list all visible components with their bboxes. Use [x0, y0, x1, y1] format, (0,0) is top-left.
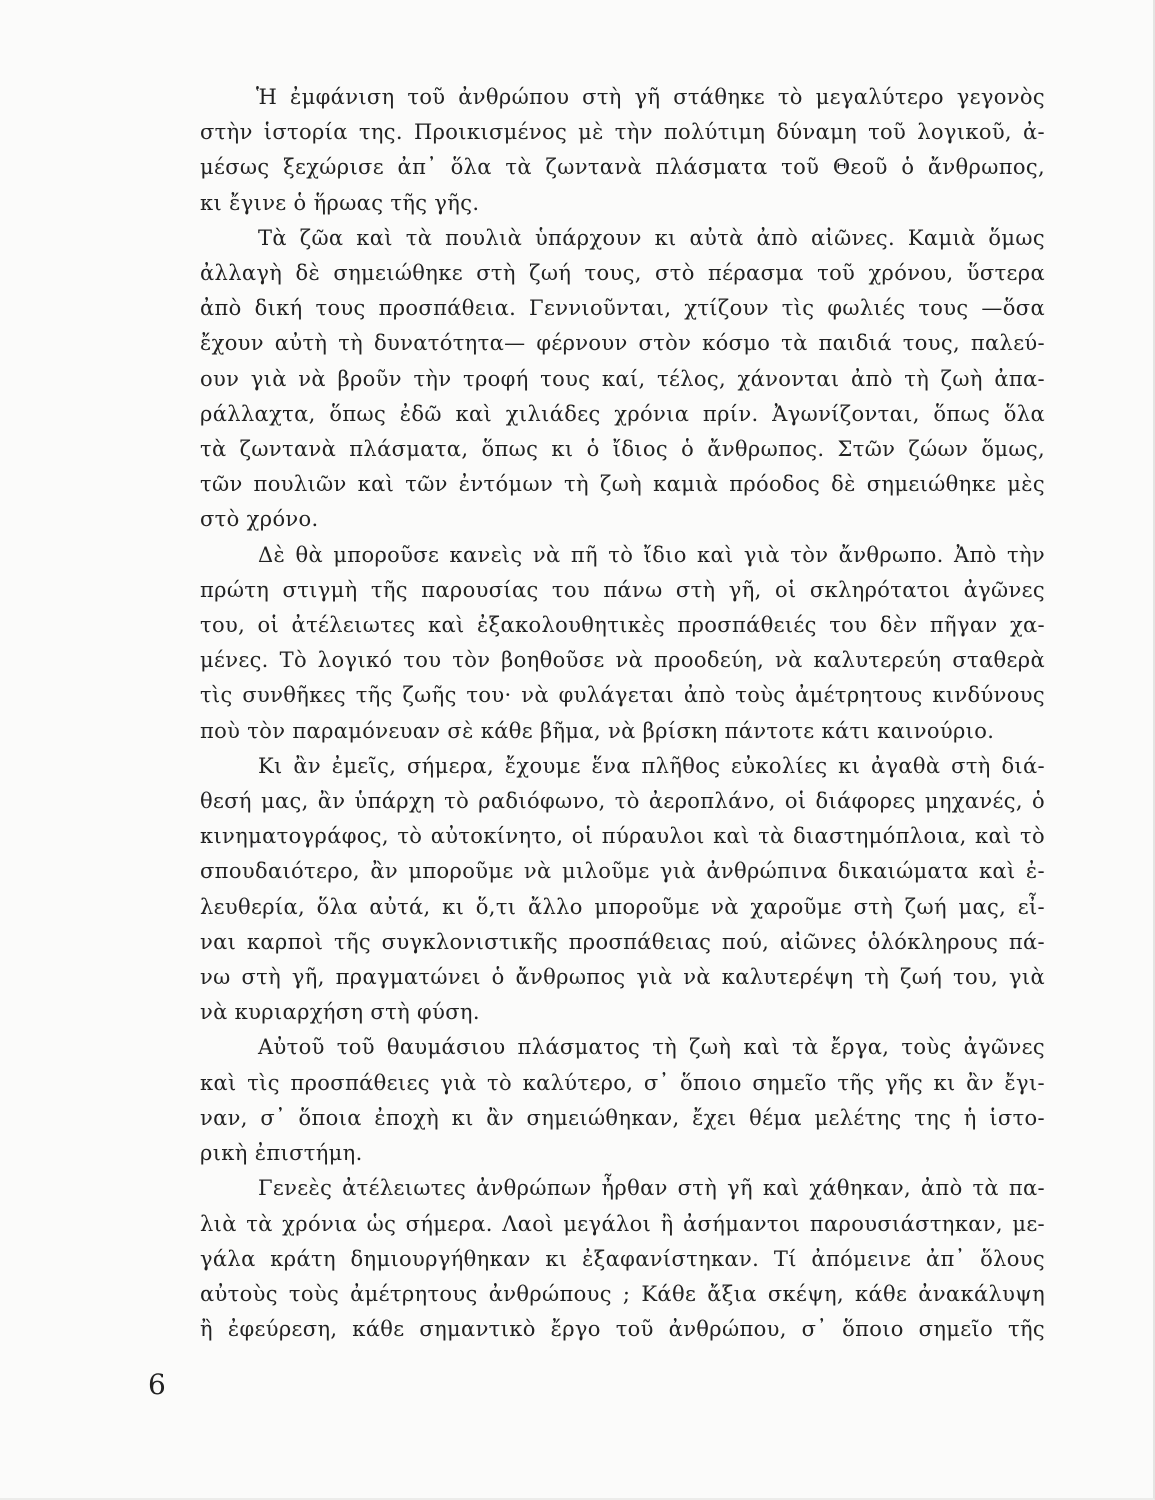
text-line: στὴν ἱστορία της. Προικισμένος μὲ τὴν πολύτιμη δύναμη τοῦ λογικοῦ, ἀ-	[200, 120, 1045, 145]
text-line: θεσή μας, ἂν ὑπάρχη τὸ ραδιόφωνο, τὸ ἀεροπλάνο, οἱ διάφορες μηχανές, ὁ	[200, 789, 1045, 814]
text-line: πρώτη στιγμὴ τῆς παρουσίας του πάνω στὴ γῆ, οἱ σκληρότατοι ἀγῶνες	[200, 577, 1045, 602]
text-line: Τὰ ζῶα καὶ τὰ πουλιὰ ὑπάρχουν κι αὐτὰ ἀπὸ αἰῶνες. Καμιὰ ὅμως	[258, 225, 1045, 250]
text-line: ἀλλαγὴ δὲ σημειώθηκε στὴ ζωή τους, στὸ πέρασμα τοῦ χρόνου, ὕστερα	[200, 261, 1045, 286]
text-line: στὸ χρόνο.	[200, 507, 319, 532]
text-line: λευθερία, ὅλα αὐτά, κι ὅ,τι ἄλλο μποροῦμε νὰ χαροῦμε στὴ ζωή μας, εἶ-	[200, 894, 1045, 919]
text-line: λιὰ τὰ χρόνια ὡς σήμερα. Λαοὶ μεγάλοι ἢ ἀσήμαντοι παρουσιάστηκαν, με-	[200, 1211, 1045, 1236]
text-line: ἢ ἐφεύρεση, κάθε σημαντικὸ ἔργο τοῦ ἀνθρώπου, σ᾿ ὅποιο σημεῖο τῆς	[200, 1317, 1045, 1342]
text-line: Κι ἂν ἐμεῖς, σήμερα, ἔχουμε ἕνα πλῆθος εὐκολίες κι ἀγαθὰ στὴ διά-	[258, 753, 1045, 778]
text-line: τῶν πουλιῶν καὶ τῶν ἐντόμων τὴ ζωὴ καμιὰ πρόοδος δὲ σημειώθηκε μὲς	[200, 472, 1045, 497]
body-text	[200, 80, 1045, 1347]
text-line: καὶ τὶς προσπάθειες γιὰ τὸ καλύτερο, σ᾿ ὅποιο σημεῖο τῆς γῆς κι ἂν ἔγι-	[200, 1070, 1045, 1095]
text-line: μέσως ξεχώρισε ἀπ᾿ ὅλα τὰ ζωντανὰ πλάσματα τοῦ Θεοῦ ὁ ἄνθρωπος,	[200, 155, 1045, 180]
text-line: ράλλαχτα, ὅπως ἐδῶ καὶ χιλιάδες χρόνια πρίν. Ἀγωνίζονται, ὅπως ὅλα	[200, 401, 1045, 426]
text-line: του, οἱ ἀτέλειωτες καὶ ἐξακολουθητικὲς προσπάθειές του δὲν πῆγαν χα-	[200, 613, 1045, 638]
text-line: νω στὴ γῆ, πραγματώνει ὁ ἄνθρωπος γιὰ νὰ καλυτερέψη τὴ ζωή του, γιὰ	[200, 965, 1045, 990]
paragraph-6	[200, 1171, 1045, 1347]
text-line: Δὲ θὰ μποροῦσε κανεὶς νὰ πῆ τὸ ἴδιο καὶ γιὰ τὸν ἄνθρωπο. Ἀπὸ τὴν	[258, 542, 1045, 567]
paragraph-2	[200, 221, 1045, 538]
text-line: τὶς συνθῆκες τῆς ζωῆς του· νὰ φυλάγεται ἀπὸ τοὺς ἀμέτρητους κινδύνους	[200, 683, 1045, 708]
text-line: νὰ κυριαρχήση στὴ φύση.	[200, 1000, 480, 1025]
text-line: ουν γιὰ νὰ βροῦν τὴν τροφή τους καί, τέλος, χάνονται ἀπὸ τὴ ζωὴ ἀπα-	[200, 366, 1045, 391]
paragraph-1	[200, 80, 1045, 221]
paragraph-4	[200, 749, 1045, 1031]
page-number: 6	[148, 1368, 166, 1401]
paragraph-3	[200, 538, 1045, 749]
text-line: ἔχουν αὐτὴ τὴ δυνατότητα— φέρνουν στὸν κόσμο τὰ παιδιά τους, παλεύ-	[200, 331, 1045, 356]
text-line: Ἡ ἐμφάνιση τοῦ ἀνθρώπου στὴ γῆ στάθηκε τὸ μεγαλύτερο γεγονὸς	[256, 85, 1045, 109]
text-line: κι ἔγινε ὁ ἥρωας τῆς γῆς.	[200, 190, 480, 215]
text-line: ἀπὸ δική τους προσπάθεια. Γεννιοῦνται, χτίζουν τὶς φωλιές τους —ὅσα	[200, 296, 1045, 321]
text-line: γάλα κράτη δημιουργήθηκαν κι ἐξαφανίστηκαν. Τί ἀπόμεινε ἀπ᾿ ὅλους	[200, 1246, 1045, 1271]
paragraph-5	[200, 1030, 1045, 1171]
text-line: ρικὴ ἐπιστήμη.	[200, 1141, 363, 1166]
text-line: ποὺ τὸν παραμόνευαν σὲ κάθε βῆμα, νὰ βρίσκη πάντοτε κάτι καινούριο.	[200, 718, 995, 743]
text-line: Γενεὲς ἀτέλειωτες ἀνθρώπων ἦρθαν στὴ γῆ καὶ χάθηκαν, ἀπὸ τὰ πα-	[258, 1176, 1045, 1201]
text-line: μένες. Τὸ λογικό του τὸν βοηθοῦσε νὰ προοδεύη, νὰ καλυτερεύη σταθερὰ	[200, 648, 1045, 673]
text-line: τὰ ζωντανὰ πλάσματα, ὅπως κι ὁ ἴδιος ὁ ἄνθρωπος. Στῶν ζώων ὅμως,	[200, 437, 1045, 462]
text-line: σπουδαιότερο, ἂν μποροῦμε νὰ μιλοῦμε γιὰ ἀνθρώπινα δικαιώματα καὶ ἐ-	[200, 859, 1045, 884]
text-line: ναι καρποὶ τῆς συγκλονιστικῆς προσπάθειας πού, αἰῶνες ὁλόκληρους πά-	[200, 929, 1045, 954]
text-line: κινηματογράφος, τὸ αὐτοκίνητο, οἱ πύραυλοι καὶ τὰ διαστημόπλοια, καὶ τὸ	[200, 824, 1045, 849]
text-line: αὐτοὺς τοὺς ἀμέτρητους ἀνθρώπους ; Κάθε ἄξια σκέψη, κάθε ἀνακάλυψη	[200, 1281, 1045, 1306]
text-line: ναν, σ᾿ ὅποια ἐποχὴ κι ἂν σημειώθηκαν, ἔχει θέμα μελέτης της ἡ ἱστο-	[200, 1105, 1045, 1130]
text-line: Αὐτοῦ τοῦ θαυμάσιου πλάσματος τὴ ζωὴ καὶ τὰ ἔργα, τοὺς ἀγῶνες	[258, 1035, 1045, 1060]
